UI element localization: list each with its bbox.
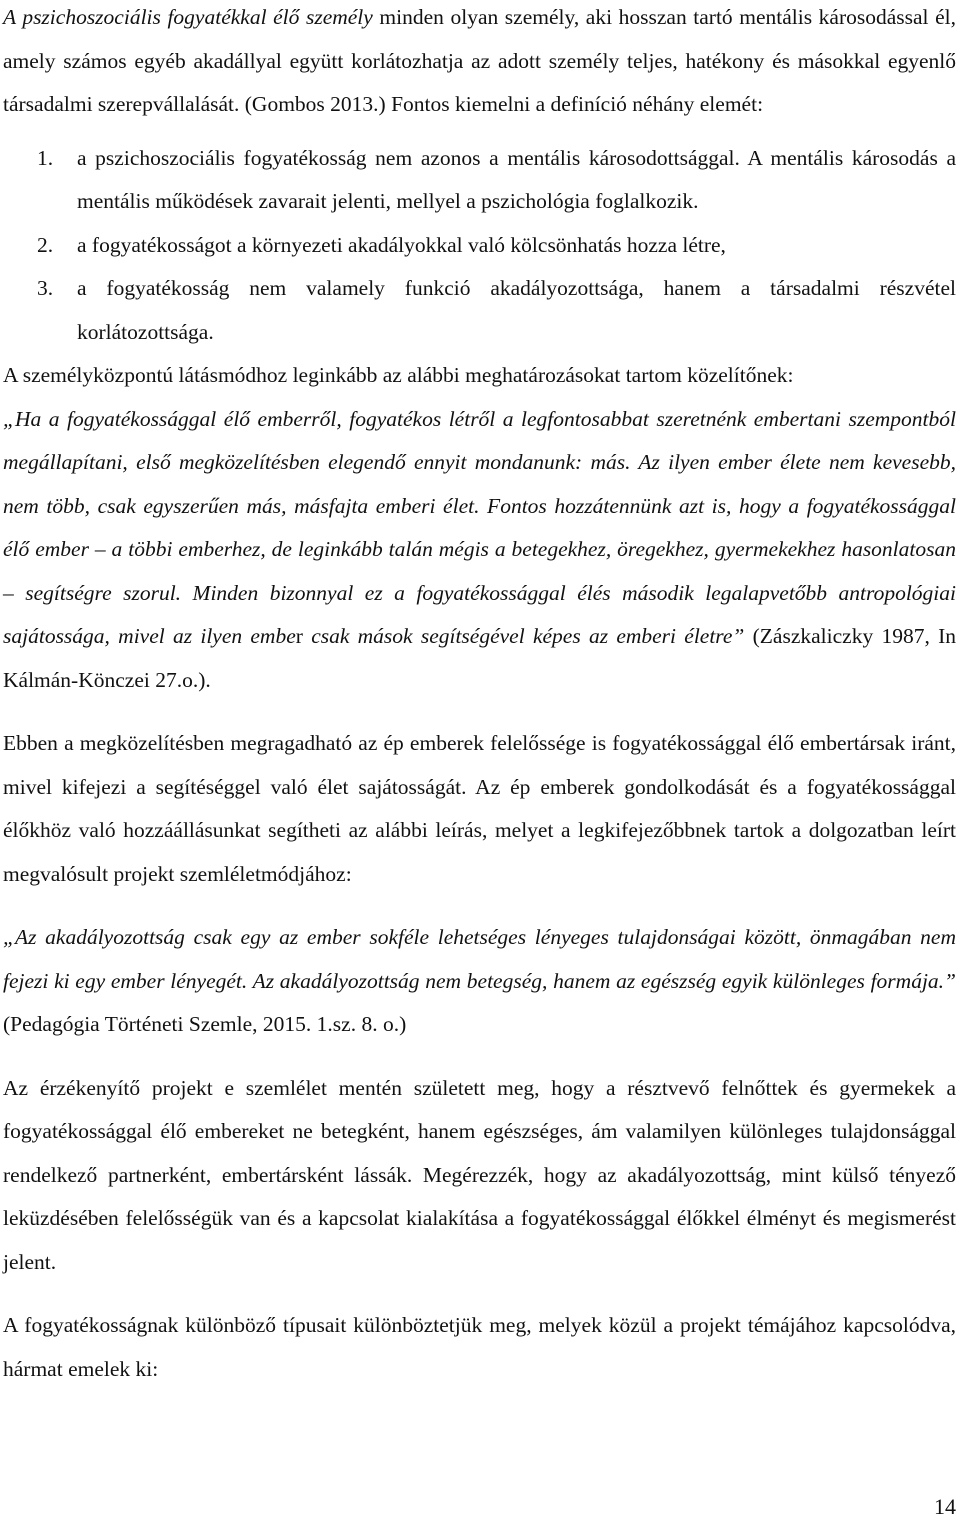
page-number: 14 [934, 1494, 956, 1519]
quote-citation: (Zászkaliczky 1987, In Kálmán-Könczei 27.o.). [3, 624, 956, 692]
document-page [3, 0, 956, 1391]
list-item [3, 224, 956, 268]
list-item-number: 1. [37, 145, 54, 170]
quote-zaszkaliczky [3, 398, 956, 703]
list-item-number: 3. [37, 276, 54, 300]
quote-text: „Az akadályozottság csak egy az ember sokféle lehetséges lényeges tulajdonságai között, önmagában nem fejezi ki egy ember lényegét. Az akadályozottság nem betegség, hanem az egészség egyik különleges formája.” [3, 925, 956, 993]
defined-term: A pszichoszociális fogyatékkal élő személy [3, 5, 373, 29]
responsibility-paragraph: Ebben a megközelítésben megragadható az ép emberek felelőssége is fogyatékossággal élő embertársak iránt, mivel kifejezi a segítéséggel való élet sajátosságát. Az ép emberek gondolkodását és a fogyatékossággal élőkhöz való hozzáállásunkat segítheti az alábbi leírás, melyet a legkifejezőbbnek tartok a dolgozatban leírt megvalósult projekt szemléletmódjához: [3, 731, 956, 886]
definition-list [3, 137, 956, 355]
quote-text: „Ha a fogyatékossággal élő emberről, fogyatékos létről a legfontosabbat szeretnénk embertani szempontból megállapítani, első megközelítésben elegendő ennyit mondanunk: más. Az ilyen ember élete nem kevesebb, nem több, csak egyszerűen más, másfajta emberi élet. Fontos hozzátennünk azt is, hogy a fogyatékossággal élő ember – a többi emberhez, de leginkább talán mégis a betegekhez, öregekhez, gyermekekhez hasonlatosan – segítségre szorul. Minden bizonnyal ez a fogyatékossággal élés második legalapvetőbb antropológiai sajátossága, mivel az ilyen embe [3, 406, 956, 648]
quote-text-end: csak mások segítségével képes az emberi életre” [311, 624, 745, 648]
list-item-text: a pszichoszociális fogyatékosság nem azonos a mentális károsodottsággal. A mentális károsodás a mentális működések zavarait jelenti, mellyel a pszichológia foglalkozik. [77, 145, 956, 213]
intro-paragraph [3, 0, 956, 127]
project-paragraph: Az érzékenyítő projekt e szemlélet mentén született meg, hogy a résztvevő felnőttek és gyermekek a fogyatékossággal élő embereket ne betegként, hanem egészséges, ám valamilyen különleges tulajdonsággal rendelkező partnerként, embertársként lássák. Megérezzék, hogy az akadályozottság, mint külső tényező leküzdésében felelősségük van és a kapcsolat kialakítása a fogyatékossággal élőkkel élményt és megismerést jelent. [3, 1075, 956, 1274]
list-item-text: a fogyatékosság nem valamely funkció akadályozottsága, hanem a társadalmi részvétel korlátozottsága. [77, 276, 956, 344]
intro-paragraph-text: minden olyan személy, aki hosszan tartó mentális károsodással él, amely számos egyéb akadállyal együtt korlátozhatja az adott személy teljes, hatékony és másokkal egyenlő társadalmi szerepvállalását. (Gombos 2013.) Fontos kiemelni a definíció néhány elemét: [3, 5, 956, 116]
quote-pedagogia [3, 916, 956, 1047]
approach-paragraph: A személyközpontú látásmódhoz leginkább az alábbi meghatározásokat tartom közelítőnek: [3, 363, 794, 387]
list-item [3, 137, 956, 224]
types-paragraph: A fogyatékosságnak különböző típusait különböztetjük meg, melyek közül a projekt témájához kapcsolódva, hármat emelek ki: [3, 1313, 956, 1381]
list-item [3, 267, 956, 354]
quote-citation: (Pedagógia Történeti Szemle, 2015. 1.sz. 8. o.) [3, 1012, 407, 1036]
quote-text-normal: r [295, 624, 312, 648]
list-item-text: a fogyatékosságot a környezeti akadályokkal való kölcsönhatás hozza létre, [77, 232, 726, 257]
list-item-number: 2. [37, 232, 54, 257]
